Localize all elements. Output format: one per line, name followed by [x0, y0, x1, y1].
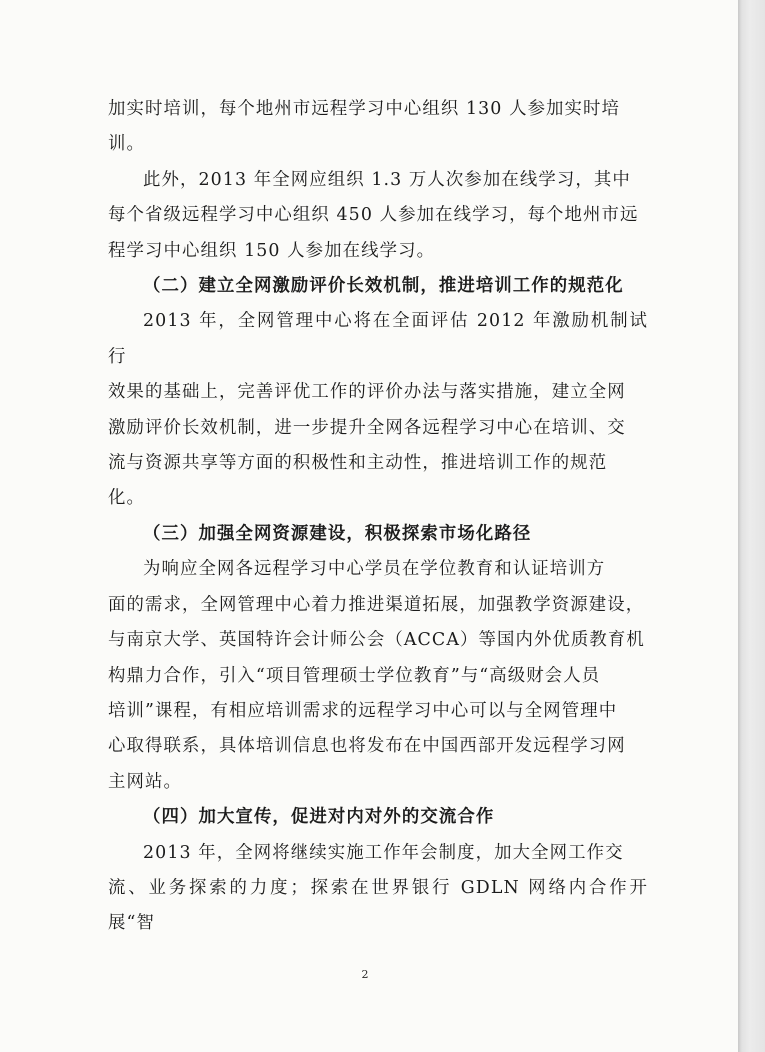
- text-line: 与南京大学、英国特许会计师公会（ACCA）等国内外优质教育机: [108, 630, 645, 651]
- section-heading-4: （四）加大宣传，促进对内对外的交流合作: [143, 807, 495, 828]
- page-edge-shadow: [738, 0, 765, 1052]
- paragraph-continuation: [108, 92, 648, 163]
- text-line: 激励评价长效机制，进一步提升全网各远程学习中心在培训、交: [108, 417, 626, 438]
- text-line: 程学习中心组织 150 人参加在线学习。: [108, 240, 436, 261]
- text-line: 效果的基础上，完善评优工作的评价办法与落实措施，建立全网: [108, 382, 626, 403]
- text-line: 心取得联系，具体培训信息也将发布在中国西部开发远程学习网: [108, 736, 626, 757]
- text-line: 加实时培训，每个地州市远程学习中心组织 130 人参加实时培: [108, 99, 621, 119]
- text-line: 每个省级远程学习中心组织 450 人参加在线学习，每个地州市远: [108, 205, 639, 226]
- text-line: 2013 年，全网管理中心将在全面评估 2012 年激励机制试行: [108, 311, 648, 367]
- section-heading-2: （二）建立全网激励评价长效机制，推进培训工作的规范化: [143, 276, 624, 297]
- text-line: 构鼎力合作，引入“项目管理硕士学位教育”与“高级财会人员: [108, 665, 601, 686]
- text-line: 培训”课程，有相应培训需求的远程学习中心可以与全网管理中: [108, 700, 618, 721]
- text-line: 流与资源共享等方面的积极性和主动性，推进培训工作的规范: [108, 453, 608, 474]
- page-number: 2: [361, 968, 369, 981]
- text-line: 2013 年，全网将继续实施工作年会制度，加大全网工作交: [143, 842, 624, 863]
- text-line: 化。: [108, 488, 145, 509]
- text-line: 此外，2013 年全网应组织 1.3 万人次参加在线学习，其中: [143, 169, 631, 190]
- text-line: 流、业务探索的力度；探索在世界银行 GDLN 网络内合作开展“智: [108, 877, 648, 934]
- text-line: 面的需求，全网管理中心着力推进渠道拓展，加强教学资源建设，: [108, 594, 645, 615]
- paragraph-incentive-mechanism: [108, 304, 648, 516]
- text-line: 训。: [108, 134, 145, 155]
- paragraph-publicity: [108, 836, 648, 942]
- paragraph-resource-building: [108, 552, 648, 800]
- text-line: 为响应全网各远程学习中心学员在学位教育和认证培训方: [143, 559, 606, 580]
- section-heading-3: （三）加强全网资源建设，积极探索市场化路径: [143, 523, 532, 544]
- text-line: 主网站。: [108, 771, 182, 792]
- document-body: [108, 92, 648, 942]
- paragraph-online-learning: [108, 163, 648, 269]
